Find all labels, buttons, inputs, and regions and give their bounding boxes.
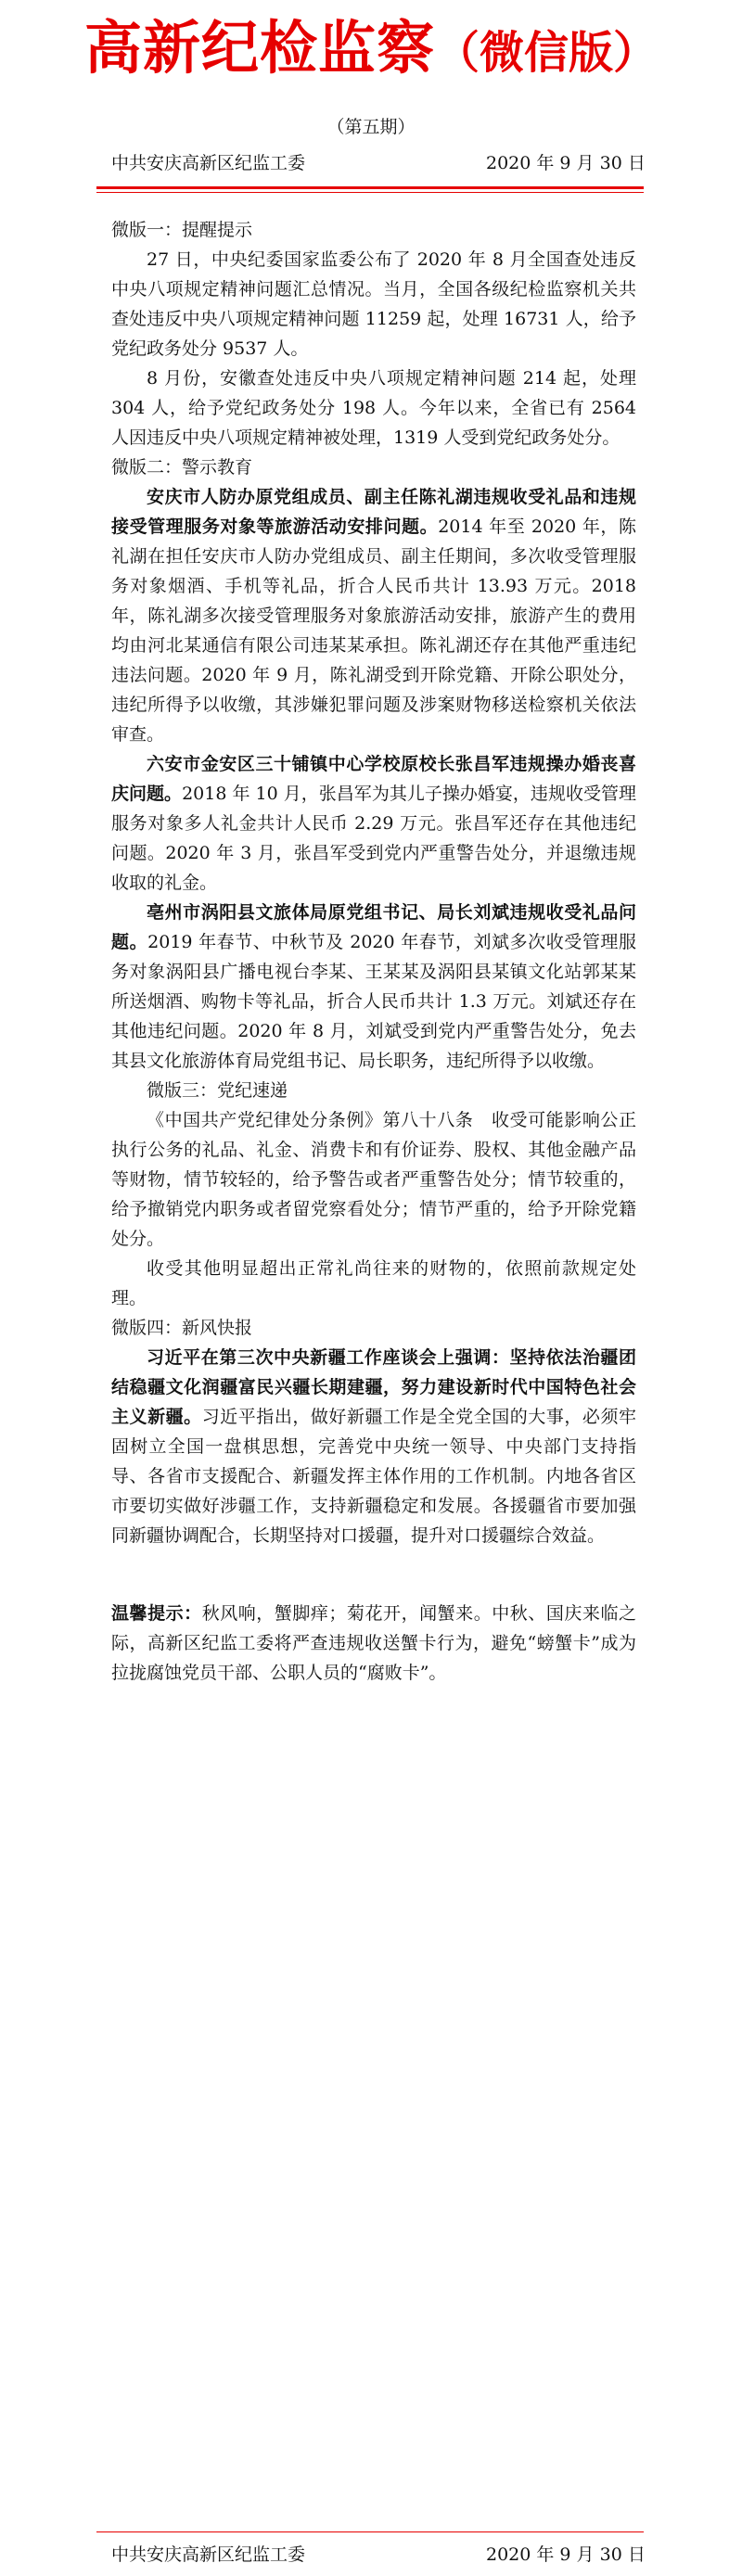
- reminder-text: 秋风响，蟹脚痒；菊花开，闻蟹来。中秋、国庆来临之际，高新区纪监工委将严查违规收送蟹卡行为，避免“螃蟹卡”成为拉拢腐蚀党员干部、公职人员的“腐败卡”。: [111, 1603, 636, 1683]
- article-body: [111, 215, 636, 1688]
- section-1-heading: 微版一：提醒提示: [111, 220, 253, 240]
- case-2-text: 2018 年 10 月，张昌军为其儿子操办婚宴，违规收受管理服务对象多人礼金共计人民币 2.29 万元。张昌军还存在其他违纪问题。2020 年 3 月，张昌军受到党内严重警告处分，并退缴违规收取的礼金。: [111, 784, 636, 893]
- section-3-paragraph-2: 收受其他明显超出正常礼尚往来的财物的，依照前款规定处理。: [111, 1258, 636, 1308]
- header-date: 2020 年 9 月 30 日: [486, 153, 646, 173]
- spacer: [111, 1550, 636, 1599]
- header-divider-thick: [96, 186, 644, 189]
- masthead-title: [0, 9, 742, 92]
- section-4-paragraph: [111, 1343, 636, 1550]
- section-4-title: 习近平在第三次中央新疆工作座谈会上强调：坚持依法治疆团结稳疆文化润疆富民兴疆长期建疆，努力建设新时代中国特色社会主义新疆。: [111, 1347, 636, 1427]
- case-2-paragraph: [111, 749, 636, 898]
- case-3-paragraph: [111, 898, 636, 1076]
- section-1-paragraph-1: 27 日，中央纪委国家监委公布了 2020 年 8 月全国查处违反中央八项规定精神问题汇总情况。当月，全国各级纪检监察机关共查处违反中央八项规定精神问题 11259 起，处理 16731 人，给予党纪政务处分 9537 人。: [111, 249, 636, 359]
- case-3-text: 2019 年春节、中秋节及 2020 年春节，刘斌多次收受管理服务对象涡阳县广播电视台李某、王某某及涡阳县某镇文化站郭某某所送烟酒、购物卡等礼品，折合人民币共计 1.3 万元。刘斌还存在其他违纪问题。2020 年 8 月，刘斌受到党内严重警告处分，免去其县文化旅游体育局党组书记、局长职务，违纪所得予以收缴。: [111, 932, 636, 1071]
- footer-row: [0, 2542, 742, 2568]
- header-meta-row: [0, 150, 742, 176]
- case-2-title: 六安市金安区三十铺镇中心学校原校长张昌军违规操办婚丧喜庆问题。: [111, 754, 636, 804]
- footer-org: 中共安庆高新区纪监工委: [111, 2544, 306, 2565]
- section-1-paragraph-2: 8 月份，安徽查处违反中央八项规定精神问题 214 起，处理 304 人，给予党纪政务处分 198 人。今年以来，全省已有 2564 人因违反中央八项规定精神被处理，1319 人受到党纪政务处分。: [111, 368, 636, 448]
- masthead-edition: （微信版）: [435, 27, 659, 79]
- header-org: 中共安庆高新区纪监工委: [111, 153, 306, 173]
- issue-number: （第五期）: [326, 117, 416, 137]
- case-1-title: 安庆市人防办原党组成员、副主任陈礼湖违规收受礼品和违规接受管理服务对象等旅游活动安排问题。: [111, 487, 636, 537]
- reminder-paragraph: [111, 1599, 636, 1688]
- footer-date: 2020 年 9 月 30 日: [486, 2544, 646, 2565]
- header-divider-thin: [96, 192, 644, 193]
- footer-divider: [96, 2531, 644, 2532]
- section-4-heading: 微版四：新风快报: [111, 1318, 253, 1338]
- section-2-heading: 微版二：警示教育: [111, 457, 253, 478]
- masthead-title-main: 高新纪检监察: [83, 14, 435, 82]
- section-3-paragraph-1: 《中国共产党纪律处分条例》第八十八条 收受可能影响公正执行公务的礼品、礼金、消费卡和有价证券、股权、其他金融产品等财物，情节较轻的，给予警告或者严重警告处分；情节较重的，给予撤销党内职务或者留党察看处分；情节严重的，给予开除党籍处分。: [111, 1110, 636, 1249]
- case-1-paragraph: [111, 482, 636, 749]
- section-3-heading: 微版三：党纪速递: [147, 1080, 288, 1101]
- reminder-label: 温馨提示：: [111, 1603, 202, 1624]
- case-1-text: 2014 年至 2020 年，陈礼湖在担任安庆市人防办党组成员、副主任期间，多次收受管理服务对象烟酒、手机等礼品，折合人民币共计 13.93 万元。2018 年，陈礼湖多次接受管理服务对象旅游活动安排，旅游产生的费用均由河北某通信有限公司违某某承担。陈礼湖还存在其他严重违纪违法问题。2020 年 9 月，陈礼湖受到开除党籍、开除公职处分，违纪所得予以收缴，其涉嫌犯罪问题及涉案财物移送检察机关依法审查。: [111, 516, 636, 745]
- section-4-text: 习近平指出，做好新疆工作是全党全国的大事，必须牢固树立全国一盘棋思想，完善党中央统一领导、中央部门支持指导、各省市支援配合、新疆发挥主体作用的工作机制。内地各省区市要切实做好涉疆工作，支持新疆稳定和发展。各援疆省市要加强同新疆协调配合，长期坚持对口援疆，提升对口援疆综合效益。: [111, 1407, 636, 1546]
- case-3-title: 亳州市涡阳县文旅体局原党组书记、局长刘斌违规收受礼品问题。: [111, 902, 636, 952]
